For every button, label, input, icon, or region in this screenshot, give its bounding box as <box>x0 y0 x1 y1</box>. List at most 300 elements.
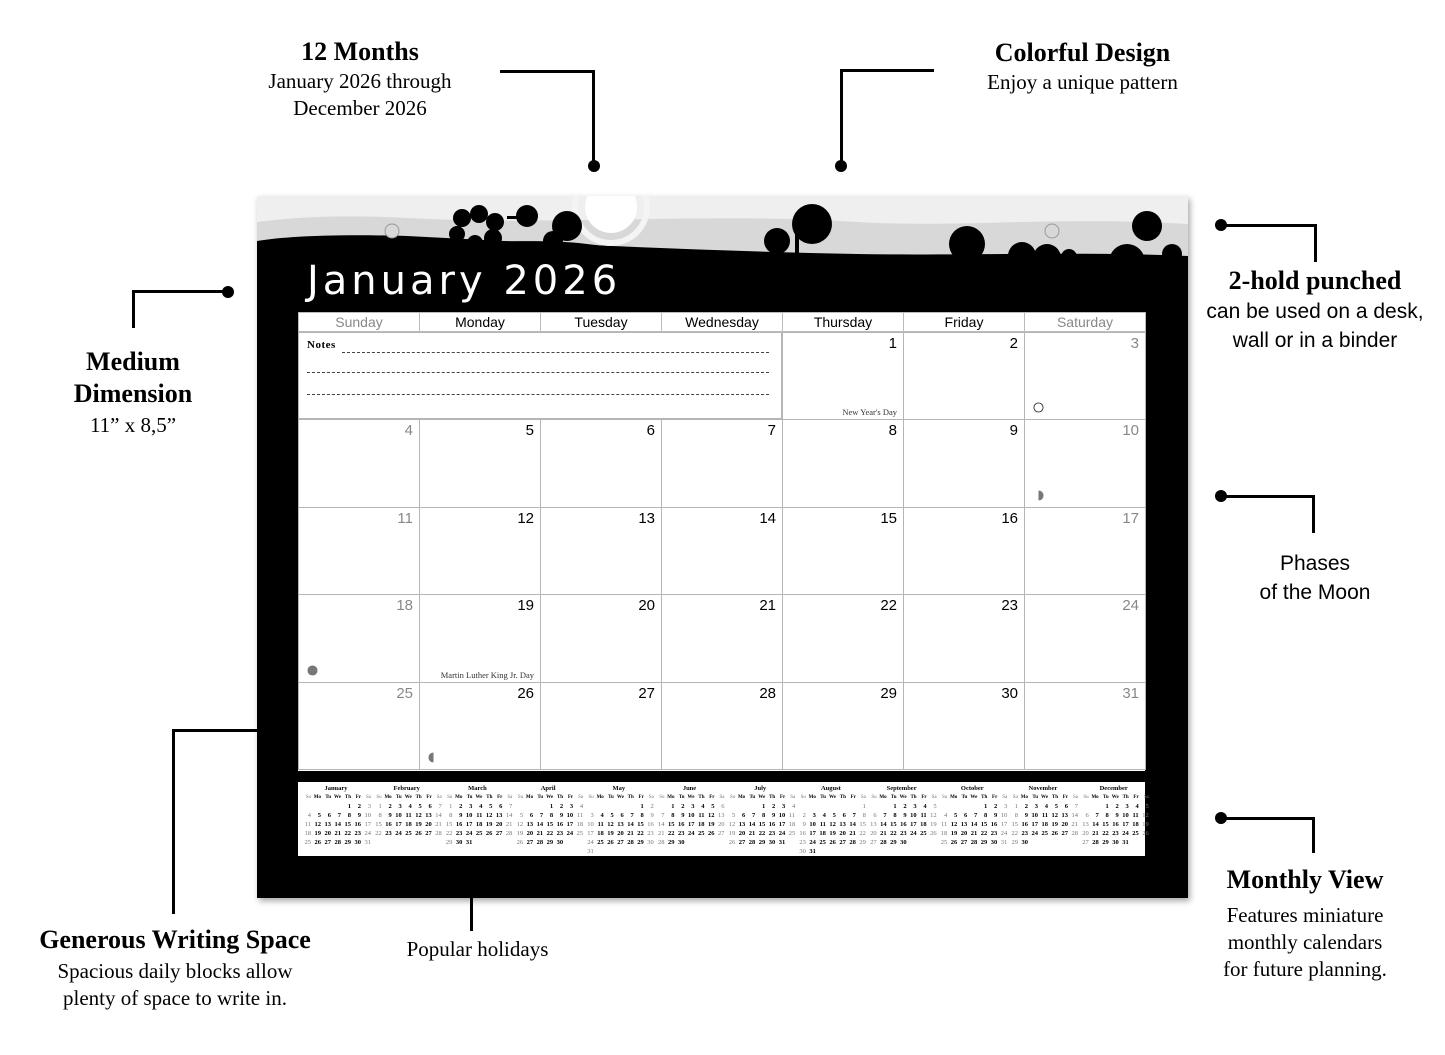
mini-day: 3 <box>812 812 816 819</box>
mini-day: 3 <box>569 803 574 810</box>
mini-weekday: Tu <box>537 795 544 800</box>
mini-day: 30 <box>1112 839 1119 846</box>
mini-day: 22 <box>1102 830 1109 837</box>
mini-day: 20 <box>1061 821 1068 828</box>
day-number: 21 <box>759 597 776 615</box>
mini-day: 4 <box>1044 803 1048 810</box>
mini-day: 19 <box>1051 821 1058 828</box>
day-cell[interactable] <box>419 594 541 682</box>
mini-weekday: Sa <box>436 795 442 800</box>
mini-day: 28 <box>970 839 978 846</box>
mini-calendar-april <box>513 784 583 847</box>
mini-weekday: Mo <box>667 795 675 800</box>
mini-week-row <box>513 838 583 847</box>
day-cell[interactable] <box>540 682 662 770</box>
mini-weekday-row <box>1008 793 1078 802</box>
mini-day: 18 <box>405 821 412 828</box>
mini-day: 13 <box>1061 812 1068 819</box>
mini-day: 5 <box>519 812 524 819</box>
mini-week-row <box>937 838 1007 847</box>
mini-weekday: Sa <box>1143 795 1149 800</box>
mini-day: 25 <box>475 830 483 837</box>
mini-weekday: Tu <box>678 795 685 800</box>
day-cell[interactable] <box>661 507 783 595</box>
mini-day <box>705 838 715 847</box>
mini-day: 29 <box>758 839 766 846</box>
mini-day <box>472 838 482 847</box>
day-cell[interactable] <box>903 419 1025 507</box>
mini-day: 20 <box>425 821 432 828</box>
day-cell[interactable] <box>540 594 662 682</box>
mini-day <box>614 847 624 856</box>
connector-line <box>1220 224 1317 227</box>
mini-day: 8 <box>984 812 988 819</box>
mini-day: 12 <box>1051 812 1058 819</box>
mini-day: 13 <box>617 821 624 828</box>
mini-month-name: August <box>820 785 841 792</box>
mini-day: 16 <box>990 821 998 828</box>
mini-day: 11 <box>304 821 311 828</box>
mini-day: 27 <box>960 839 968 846</box>
callout-description: Spacious daily blocks allow plenty of space to write in. <box>57 959 293 1010</box>
month-grid <box>298 312 1145 771</box>
mini-day: 8 <box>862 812 866 819</box>
mini-day: 13 <box>1082 821 1089 828</box>
mini-weekday: Th <box>981 795 988 800</box>
mini-day: 1 <box>862 803 866 810</box>
mini-day: 13 <box>495 812 503 819</box>
mini-weekday-row <box>796 793 866 802</box>
callout-description: January 2026 through December 2026 <box>268 69 452 120</box>
mini-day <box>846 847 856 856</box>
mini-day: 5 <box>954 812 958 819</box>
mini-day: 5 <box>1145 803 1149 810</box>
mini-day: 12 <box>607 821 614 828</box>
mini-day: 2 <box>1115 803 1119 810</box>
mini-calendar-september <box>867 784 937 847</box>
mini-week-row <box>655 802 725 811</box>
punch-hole-icon <box>1045 224 1059 238</box>
mini-calendar-january <box>301 784 371 847</box>
mini-calendar-august <box>796 784 866 856</box>
connector-dot <box>1215 219 1227 231</box>
mini-day: 16 <box>1021 821 1028 828</box>
mini-weekday: Sa <box>931 795 937 800</box>
mini-day <box>867 802 877 811</box>
mini-weekday: Tu <box>749 795 756 800</box>
mini-day <box>725 802 735 811</box>
mini-day: 15 <box>344 821 351 828</box>
mini-day <box>947 802 957 811</box>
day-cell[interactable] <box>782 419 904 507</box>
mini-calendar-june <box>655 784 725 847</box>
connector-line <box>1312 817 1315 853</box>
mini-week-row <box>372 811 442 820</box>
mini-day: 3 <box>367 803 371 810</box>
mini-day <box>513 802 523 811</box>
mini-day: 8 <box>1105 812 1109 819</box>
mini-week-row <box>867 829 937 838</box>
mini-week-row <box>584 847 654 856</box>
day-number: 31 <box>1122 684 1139 702</box>
day-cell[interactable] <box>1024 419 1146 507</box>
mini-day: 19 <box>607 830 614 837</box>
mini-day: 22 <box>758 830 766 837</box>
mini-day: 4 <box>600 812 604 819</box>
mini-day <box>584 802 594 811</box>
mini-week-row <box>372 802 442 811</box>
day-number: 26 <box>517 684 534 702</box>
mini-day: 7 <box>630 812 634 819</box>
day-number: 4 <box>404 422 413 440</box>
mini-day: 20 <box>495 821 503 828</box>
connector-line <box>500 70 594 73</box>
mini-day: 19 <box>516 830 524 837</box>
mini-weekday: Mo <box>313 795 321 800</box>
mini-day: 26 <box>1142 830 1149 837</box>
callout-popular-holidays <box>370 936 585 963</box>
mini-day: 17 <box>809 830 816 837</box>
mini-day: 22 <box>637 830 644 837</box>
mini-day: 25 <box>405 830 412 837</box>
mini-day: 6 <box>428 803 432 810</box>
mini-weekday: Fr <box>567 795 574 800</box>
day-cell[interactable] <box>298 419 420 507</box>
mini-day <box>301 802 311 811</box>
mini-day: 13 <box>425 812 432 819</box>
mini-day: 26 <box>950 839 958 846</box>
day-cell[interactable] <box>1024 507 1146 595</box>
mini-weekday: Su <box>1083 795 1089 800</box>
mini-day: 20 <box>870 830 877 837</box>
mini-weekday-row <box>301 793 371 802</box>
mini-day: 23 <box>678 830 685 837</box>
mini-weekday: Su <box>871 795 877 800</box>
mini-day: 5 <box>832 812 836 819</box>
mini-day: 12 <box>930 812 937 819</box>
mini-day: 12 <box>415 812 422 819</box>
mini-day: 19 <box>728 830 736 837</box>
mini-day: 5 <box>1054 803 1058 810</box>
weekday-header-friday: Friday <box>903 312 1025 332</box>
mini-day <box>482 838 492 847</box>
day-cell[interactable] <box>903 332 1025 420</box>
mini-day: 14 <box>1092 821 1099 828</box>
mini-day: 21 <box>334 830 341 837</box>
day-cell[interactable] <box>661 419 783 507</box>
mini-day: 29 <box>980 839 988 846</box>
day-cell[interactable] <box>903 682 1025 770</box>
day-cell[interactable] <box>298 682 420 770</box>
connector-line <box>132 290 135 328</box>
mini-day: 20 <box>718 821 725 828</box>
day-number: 24 <box>1122 597 1139 615</box>
mini-day: 9 <box>357 812 361 819</box>
mini-day: 19 <box>950 830 958 837</box>
mini-day <box>836 847 846 856</box>
mini-day: 23 <box>990 830 998 837</box>
mini-day: 3 <box>1125 803 1129 810</box>
day-cell[interactable] <box>782 332 904 420</box>
mini-day: 1 <box>640 803 644 810</box>
day-number: 23 <box>1001 597 1018 615</box>
day-number: 16 <box>1001 509 1018 527</box>
mini-day: 9 <box>771 812 776 819</box>
day-cell[interactable] <box>1024 332 1146 420</box>
mini-day: 7 <box>539 812 544 819</box>
mini-day: 30 <box>1021 839 1028 846</box>
mini-weekday: We <box>616 795 624 800</box>
notes-area[interactable] <box>298 332 782 419</box>
day-number: 18 <box>396 597 413 615</box>
mini-day: 17 <box>465 821 473 828</box>
mini-day <box>634 847 644 856</box>
holiday-label: New Year's Day <box>842 407 897 418</box>
mini-day: 26 <box>728 839 736 846</box>
mini-day: 29 <box>1011 839 1018 846</box>
mini-day: 22 <box>375 830 382 837</box>
mini-month-name: February <box>393 785 420 792</box>
mini-day <box>816 847 826 856</box>
mini-week-row <box>1008 829 1078 838</box>
mini-day: 28 <box>880 839 887 846</box>
mini-calendars-strip <box>298 782 1149 856</box>
mini-day: 30 <box>455 839 463 846</box>
mini-weekday-row <box>867 793 937 802</box>
day-cell[interactable] <box>903 594 1025 682</box>
mini-weekday: Mo <box>879 795 887 800</box>
day-number: 29 <box>880 684 897 702</box>
mini-day: 17 <box>1000 821 1008 828</box>
day-cell[interactable] <box>419 419 541 507</box>
day-number: 2 <box>1009 335 1018 352</box>
mini-day: 8 <box>378 812 382 819</box>
mini-day: 25 <box>304 839 311 846</box>
mini-day: 28 <box>849 839 856 846</box>
mini-day: 8 <box>347 812 351 819</box>
mini-day: 26 <box>516 839 524 846</box>
mini-day <box>331 802 341 811</box>
connector-line <box>1220 495 1315 498</box>
connector-dot <box>222 286 234 298</box>
mini-day: 2 <box>994 803 998 810</box>
mini-day: 23 <box>1112 830 1119 837</box>
mini-day <box>523 802 533 811</box>
weekday-header-sunday: Sunday <box>298 312 420 332</box>
weekday-header-monday: Monday <box>419 312 541 332</box>
mini-day: 7 <box>1095 812 1099 819</box>
mini-day: 16 <box>1112 821 1119 828</box>
mini-weekday: Su <box>517 795 524 800</box>
mini-day: 16 <box>385 821 392 828</box>
day-cell[interactable] <box>298 594 420 682</box>
mini-day: 3 <box>590 812 594 819</box>
weekday-header-tuesday: Tuesday <box>540 312 662 332</box>
day-cell[interactable] <box>540 419 662 507</box>
mini-day: 9 <box>459 812 463 819</box>
mini-weekday: We <box>404 795 412 800</box>
mini-week-row <box>937 820 1007 829</box>
mini-day: 14 <box>880 821 887 828</box>
connector-line <box>132 290 230 293</box>
mini-day <box>563 838 573 847</box>
mini-day: 10 <box>809 821 816 828</box>
mini-weekday-row <box>513 793 583 802</box>
mini-weekday: Su <box>729 795 736 800</box>
mini-day: 26 <box>930 830 937 837</box>
mini-month-name: April <box>540 785 556 792</box>
mini-week-row <box>796 829 866 838</box>
mini-weekday: Fr <box>779 795 786 800</box>
mini-day: 5 <box>731 812 736 819</box>
mini-day: 20 <box>960 830 968 837</box>
callout-title: Colorful Design <box>994 38 1171 67</box>
callout-description: Popular holidays <box>406 937 549 961</box>
mini-day <box>826 802 836 811</box>
mini-day: 21 <box>970 830 978 837</box>
mini-weekday: Th <box>1051 795 1058 800</box>
mini-day: 15 <box>758 821 766 828</box>
mini-day <box>685 838 695 847</box>
mini-day: 6 <box>529 812 534 819</box>
mini-day: 31 <box>1000 839 1008 846</box>
mini-day: 8 <box>893 812 897 819</box>
mini-weekday: We <box>828 795 836 800</box>
mini-day <box>957 802 967 811</box>
day-number: 22 <box>880 597 897 615</box>
mini-day <box>816 802 826 811</box>
day-cell[interactable] <box>782 682 904 770</box>
connector-line <box>1220 817 1315 820</box>
mini-weekday: Mo <box>1020 795 1028 800</box>
mini-day: 28 <box>1092 839 1099 846</box>
mini-week-row <box>584 838 654 847</box>
mini-calendar-december <box>1079 784 1149 847</box>
mini-day: 14 <box>505 812 513 819</box>
mini-day: 9 <box>388 812 392 819</box>
callout-description: Phases of the Moon <box>1259 552 1371 604</box>
mini-day <box>735 802 745 811</box>
mini-month-name: March <box>468 785 487 792</box>
mini-day: 5 <box>711 803 715 810</box>
mini-day: 5 <box>489 803 493 810</box>
mini-weekday: Su <box>659 795 665 800</box>
mini-day: 31 <box>1122 839 1129 846</box>
mini-day: 5 <box>610 812 614 819</box>
mini-weekday: Mo <box>455 795 463 800</box>
mini-weekday: Th <box>627 795 634 800</box>
mini-day: 14 <box>334 821 341 828</box>
mini-day: 14 <box>627 821 634 828</box>
mini-weekday: Tu <box>466 795 473 800</box>
mini-weekday: Fr <box>992 795 998 800</box>
mini-day: 18 <box>819 830 826 837</box>
mini-day: 1 <box>347 803 351 810</box>
mini-day: 4 <box>579 803 584 810</box>
mini-day: 16 <box>900 821 907 828</box>
day-cell[interactable] <box>540 507 662 595</box>
day-cell[interactable] <box>419 682 541 770</box>
callout-title: 12 Months <box>301 37 419 66</box>
mini-day: 9 <box>994 812 998 819</box>
day-cell[interactable] <box>661 682 783 770</box>
mini-weekday-row <box>372 793 442 802</box>
mini-day: 11 <box>576 812 584 819</box>
day-cell[interactable] <box>298 507 420 595</box>
connector-dot <box>1215 490 1227 502</box>
callout-title: Generous Writing Space <box>39 925 311 954</box>
day-cell[interactable] <box>782 507 904 595</box>
mini-day: 28 <box>334 839 341 846</box>
mini-day: 1 <box>984 803 988 810</box>
mini-day: 30 <box>647 839 654 846</box>
mini-day <box>624 802 634 811</box>
mini-day: 26 <box>415 830 422 837</box>
mini-week-row <box>867 820 937 829</box>
mini-day: 12 <box>728 821 736 828</box>
mini-day: 21 <box>505 821 513 828</box>
day-cell[interactable] <box>1024 682 1146 770</box>
mini-week-row <box>1008 820 1078 829</box>
mini-day: 2 <box>771 803 776 810</box>
day-cell[interactable] <box>782 594 904 682</box>
mini-day: 16 <box>768 821 776 828</box>
mini-day: 27 <box>425 830 432 837</box>
mini-day: 6 <box>873 812 877 819</box>
mini-day: 18 <box>698 821 705 828</box>
mini-day: 6 <box>741 812 746 819</box>
day-cell[interactable] <box>1024 594 1146 682</box>
mini-day: 6 <box>1085 812 1089 819</box>
mini-day: 10 <box>778 812 786 819</box>
mini-weekday: Th <box>698 795 705 800</box>
mini-month-name: May <box>612 785 626 792</box>
mini-day: 11 <box>920 812 927 819</box>
mini-day: 22 <box>890 830 897 837</box>
mini-day <box>907 838 917 847</box>
callout-description: Features miniature monthly calendars for future planning. <box>1223 903 1387 981</box>
mini-day: 29 <box>890 839 897 846</box>
mini-day: 25 <box>597 839 604 846</box>
day-number: 10 <box>1122 422 1139 440</box>
mini-day: 17 <box>364 821 371 828</box>
mini-day <box>856 847 866 856</box>
mini-day: 24 <box>566 830 574 837</box>
day-cell[interactable] <box>419 507 541 595</box>
mini-day: 24 <box>1000 830 1008 837</box>
moon-new-icon <box>307 665 318 676</box>
mini-day: 2 <box>357 803 361 810</box>
mini-day: 18 <box>920 821 927 828</box>
day-number: 12 <box>517 509 534 527</box>
day-cell[interactable] <box>903 507 1025 595</box>
mini-month-name: November <box>1028 785 1058 792</box>
mini-day: 13 <box>718 812 725 819</box>
mini-day: 9 <box>650 812 654 819</box>
weekday-header-wednesday: Wednesday <box>661 312 783 332</box>
day-number: 17 <box>1122 509 1139 527</box>
mini-day: 15 <box>1102 821 1109 828</box>
month-title: January 2026 <box>307 258 622 304</box>
mini-day <box>644 847 654 856</box>
mini-day: 10 <box>364 812 371 819</box>
mini-month-name: December <box>1099 785 1128 792</box>
day-number: 30 <box>1001 684 1018 702</box>
mini-weekday: Fr <box>426 795 432 800</box>
mini-week-row <box>725 802 795 811</box>
day-cell[interactable] <box>661 594 783 682</box>
day-number: 7 <box>767 422 776 440</box>
